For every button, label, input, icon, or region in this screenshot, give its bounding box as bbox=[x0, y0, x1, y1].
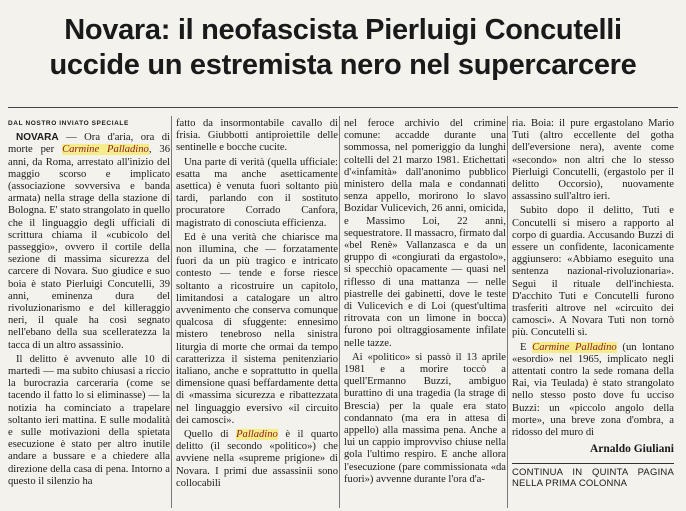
paragraph bbox=[176, 429, 338, 490]
paragraph-text: Quello di bbox=[184, 429, 237, 441]
paragraph: fatto da insormontabile cavallo di frisia. Giubbotti antiproiettile delle sentinelle e bocche cucite. bbox=[176, 118, 338, 154]
paragraph: ria. Boia: il pure ergastolano Mario Tuti (altro eccellente del gotha dell'eversione nera), avente come «secondo» non altri che lo stesso Pierluigi Concutelli, (ergastolo per il delitto Occorsio), nuovamente assassino sull'altro ieri. bbox=[512, 118, 674, 203]
paragraph: Ed è una verità che chiarisce ma non illumina, che — forzatamente fuori da un più tragico e intricato contesto — tende e forse riesce soltanto a ricostruire un capitolo, limitandosi a catalogare un altro avvenimento che conserva comunque qualcosa di sfuggente: ennesimo mistero tenebroso nella sinistra liturgia di morte che ormai da tempo caratterizza il sistema penitenziario italiano, anche e soprattutto in quella dimensione quasi beffardamente detta di «massima sicurezza e ribattezzata nel linguaggio eversivo «il circuito dei camosci». bbox=[176, 231, 338, 426]
paragraph-text: è il quarto delitto (il secondo «politico») che avviene nella «supreme prigione» di Novara. I primi due assassinii sono collocabili bbox=[176, 429, 338, 489]
paragraph-text: , 36 anni, da Roma, arrestato all'inizio del maggio scorso e implicato (associazione sovversiva e banda armata) nella strage della stazione di Bologna. E' stato strangolato in quello che il linguaggio degli ufficiali di scrittura chiama il «cubicolo del passeggio», ovvero il cortile della sezione di massima sicurezza del carcere di Novara. Suo giudice e suo boia è stato Pierluigi Concutelli, 39 anni, eminenza dura del rivoluzionarismo e del killeraggio neri, il quale ha così segnato nell'ebano della sua scelleratezza la tacca di un altro assassinio. bbox=[8, 144, 170, 351]
column-divider bbox=[507, 116, 508, 508]
headline-line-2: uccide un estremista nero nel supercarcere bbox=[49, 49, 637, 81]
column-divider bbox=[339, 116, 340, 508]
paragraph: Una parte di verità (quella ufficiale: esatta ma anche asetticamente asettica) è venuta fuori soltanto più tardi, parlando con il sostituto procuratore Corrado Canfora, magistrato di conosciuta efficienza. bbox=[176, 156, 338, 229]
column-divider bbox=[171, 116, 172, 508]
paragraph: Ai «politico» si passò il 13 aprile 1981 e a morire toccò a quell'Ermanno Buzzi, ambiguo burattino di una tragedia (la strage di Brescia) per la quale era stato condannato (ma era in attesa di appello) alla massima pena. Anche a lui un cappio improvviso chiuse nella gola l'ultimo respiro. E anche allora l'esecuzione (pare commissionata «da fuori») avvenne durante l'ora d'a- bbox=[344, 351, 506, 485]
paragraph-text: E bbox=[520, 341, 533, 353]
headline-rule bbox=[8, 107, 678, 108]
article-column-4 bbox=[512, 118, 674, 489]
paragraph bbox=[512, 342, 674, 440]
paragraph-text: (un lontano «esordio» nel 1965, implicato negli attentati contro la sede romana della Rai, via Teulada) è stato strangolato nello stesso posto dove fu ucciso Buzzi: un «piccolo angolo della morte», una breve zona d'ombra, a ridosso del muro di bbox=[512, 341, 675, 439]
byline: DAL NOSTRO INVIATO SPECIALE bbox=[8, 120, 129, 127]
highlighted-name: Palladino bbox=[236, 429, 278, 441]
headline bbox=[0, 0, 686, 80]
highlighted-name: Carmine Palladino bbox=[62, 144, 149, 156]
paragraph: Il delitto è avvenuto alle 10 di martedì — ma subito chiusasi a riccio la burocrazia carceraria (come se tacendo il fatto lo si eliminasse) — la notizia ha cominciato a trapelare soltanto ieri mattina. E sulle modalità e sulle motivazioni della spietata esecuzione è stato per altro inutile andare a bussare e a chiedere alla direzione della casa di pena. Intorno a questo il silenzio ha bbox=[8, 353, 170, 487]
article-column-1 bbox=[8, 118, 170, 488]
paragraph bbox=[8, 132, 170, 352]
article-column-3 bbox=[344, 118, 506, 486]
continuation-note: CONTINUA IN QUINTA PAGINA NELLA PRIMA COLONNA bbox=[512, 463, 674, 489]
paragraph-text: — Ora d'aria, ora di morte per bbox=[8, 132, 170, 156]
paragraph: Subito dopo il delitto, Tuti e Concutelli si misero a rapporto al corpo di guardia. Accusando Buzzi di essere un confidente, laconicamente aggiunsero: «Abbiamo eseguito una sentenza nazional-rivoluzionaria». Seguì il rituale dell'inchiesta. D'acchito Tuti e Concutelli furono trasferiti altrove nel «circuito dei camosci». A Novara Tuti non tornò più. Concutelli sì. bbox=[512, 205, 674, 339]
article-column-2 bbox=[176, 118, 338, 490]
highlighted-name: Carmine Palladino bbox=[532, 341, 617, 353]
author-signature: Arnaldo Giuliani bbox=[589, 443, 674, 456]
paragraph: nel feroce archivio del crimine comune: accadde durante una sommossa, nel pomeriggio da lunghi coltelli del 21 marzo 1981. Etichettati d'«infamità» dall'anonimo pubblico ministero della mala e condannati senza appello, morirono lo slavo Bozidar Vulicevich, 26 anni, omicida, e Massimo Loi, 22 anni, sequestratore. Il massacro, firmato dal «bel Renè» Vallanzasca e da un gruppo di «congiurati da ergastolo», si specchiò opacamente — quasi nel riflesso di una mattanza — nelle piastrelle dei gabinetti, dove le teste di Vulicevich e di Loi (quest'ultima ritrovata con un limone in bocca) furono poi oltraggiosamente infilate nelle tazze. bbox=[344, 118, 506, 349]
headline-line-1: Novara: il neofascista Pierluigi Concutelli bbox=[64, 14, 622, 46]
dateline: NOVARA bbox=[16, 132, 59, 144]
